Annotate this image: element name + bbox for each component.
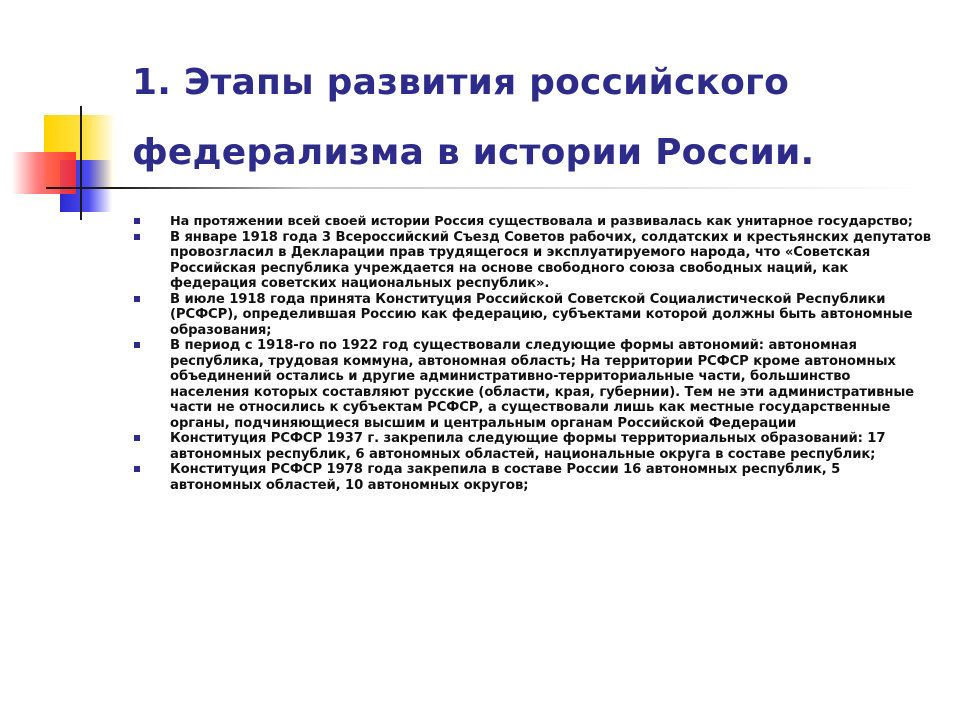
- bullet-item: [132, 462, 932, 493]
- bullet-item: [132, 431, 932, 462]
- bullet-item: [132, 292, 932, 339]
- bullet-text: Конституция РСФСР 1937 г. закрепила следующие формы территориальных образований: 17 автономных республик, 6 автономных областей, национальные округа в составе республик;: [170, 431, 886, 462]
- bullet-item: [132, 214, 932, 230]
- square-bullet-icon: [134, 435, 140, 441]
- square-bullet-icon: [134, 234, 140, 240]
- bullet-text: В январе 1918 года 3 Всероссийский Съезд Советов рабочих, солдатских и крестьянских депутатов провозгласил в Декларации прав трудящегося и эксплуатируемого народа, что «Советская Российская республика учреждается на основе свободного союза свободных наций, как федерация советских национальных республик».: [170, 229, 932, 291]
- bullet-item: [132, 230, 932, 292]
- bullet-text: На протяжении всей своей истории Россия существовала и развивалась как унитарное государство;: [170, 214, 913, 229]
- square-bullet-icon: [134, 218, 140, 224]
- bullet-text: В период с 1918-го по 1922 год существовали следующие формы автономий: автономная республика, трудовая коммуна, автономная область; На территории РСФСР кроме автономных объединений остались и другие административно-территориальные части, большинство населения которых составляют русские (области, края, губернии). Тем не эти административные части не относились к субъектам РСФСР, а существовали лишь как местные государственные органы, подчиняющиеся высшим и центральным органам Российской Федерации: [170, 338, 915, 431]
- slide-title: [132, 48, 932, 188]
- slide-title-line-1: 1. Этапы развития российского: [132, 62, 789, 103]
- square-bullet-icon: [134, 296, 140, 302]
- square-bullet-icon: [134, 342, 140, 348]
- bullet-item: [132, 338, 932, 431]
- square-bullet-icon: [134, 466, 140, 472]
- decorative-vertical-line: [80, 106, 82, 220]
- bullet-text: В июле 1918 года принята Конституция Российской Советской Социалистической Республики (РСФСР), определившая Россию как федерацию, субъектами которой должны быть автономные образования;: [170, 291, 913, 338]
- slide-title-line-2: федерализма в истории России.: [132, 132, 815, 173]
- bullet-text: Конституция РСФСР 1978 года закрепила в составе России 16 автономных республик, 5 автономных областей, 10 автономных округов;: [170, 462, 841, 493]
- bullet-list: [132, 214, 932, 493]
